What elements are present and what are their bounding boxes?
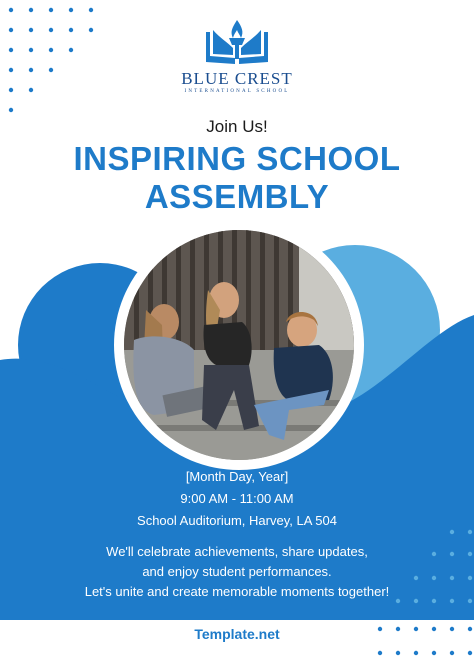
dot-pattern-top-left	[8, 6, 108, 126]
title-line-2: ASSEMBLY	[144, 178, 330, 215]
event-details	[0, 466, 474, 532]
event-time: 9:00 AM - 11:00 AM	[180, 491, 294, 506]
description-line-1: We'll celebrate achievements, share updates,	[106, 544, 368, 559]
logo-subtitle: INTERNATIONAL SCHOOL	[184, 89, 290, 94]
template-brand-link[interactable]: Template.net	[194, 626, 280, 642]
school-logo	[170, 18, 304, 108]
event-location: School Auditorium, Harvey, LA 504	[137, 513, 337, 528]
invite-text: Join Us!	[206, 117, 268, 136]
description-line-3: Let's unite and create memorable moments together!	[84, 584, 390, 599]
description-line-2: and enjoy student performances.	[142, 564, 332, 579]
event-date: [Month Day, Year]	[185, 469, 289, 484]
students-photo	[124, 230, 354, 460]
event-title	[0, 140, 474, 216]
title-line-1: INSPIRING SCHOOL	[73, 140, 401, 177]
logo-name: BLUE CREST	[181, 69, 293, 88]
torch-book-icon	[202, 18, 272, 70]
